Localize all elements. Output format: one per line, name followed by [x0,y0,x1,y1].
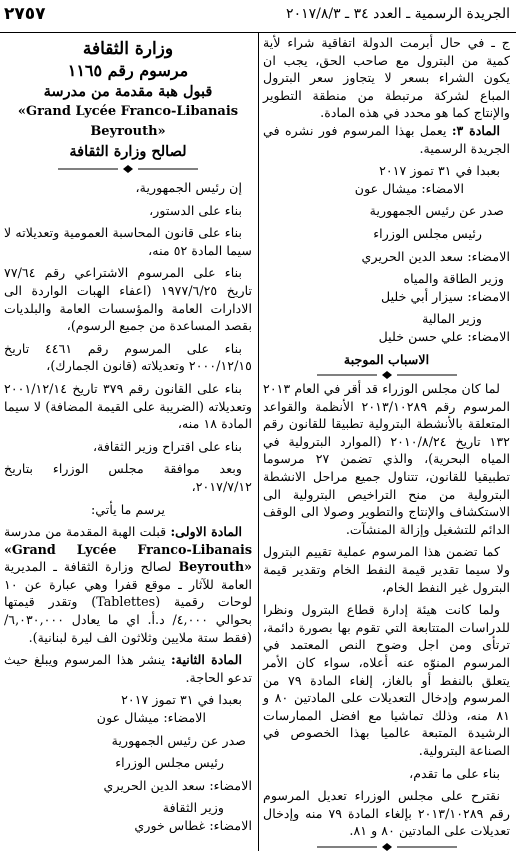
signature-pm-left: الامضاء: سعد الدين الحريري [103,777,252,793]
preamble-1: إن رئيس الجمهورية، [135,180,242,195]
decree-number: مرسوم رقم ١١٦٥ [67,61,189,80]
preamble-2: بناء على الدستور، [149,202,242,218]
signing-date: بعبدا في ٣١ تموز ٢٠١٧ [379,163,500,179]
signature-pm: الامضاء: سعد الدين الحريري [361,248,510,264]
signing-date-left: بعبدا في ٣١ تموز ٢٠١٧ [121,692,242,708]
pm-title: رئيس مجلس الوزراء [373,225,482,241]
preamble-7: بناء على اقتراح وزير الثقافة، [92,438,242,454]
culture-minister-title: وزير الثقافة [162,800,224,816]
signature-president: الامضاء: ميشال عون [354,180,464,196]
page-number: ٢٧٥٧ [4,4,46,24]
article-2-text: ينشر هذا المرسوم ويبلغ حيث تدعو الحاجة. [4,652,252,685]
issued-by-president-left: صدر عن رئيس الجمهورية [111,732,246,748]
article-2-label: المادة الثانية: [170,652,242,668]
reasons-paragraph-4: بناء على ما تقدم، [409,765,500,781]
decree-beneficiary: لصالح وزارة الثقافة [69,143,187,160]
signature-president-left: الامضاء: ميشال عون [96,710,206,726]
finance-minister-title: وزير المالية [422,311,482,327]
article-1-label: المادة الاولى: [170,524,242,540]
column-divider [258,33,259,851]
ornament-divider-left [53,164,203,174]
signature-energy-minister: الامضاء: سيزار أبي خليل [381,288,510,304]
ornament-divider [312,370,462,380]
signature-culture-minister: الامضاء: غطاس خوري [134,818,252,833]
ministry-heading: وزارة الثقافة [82,39,174,59]
decrees-following: يرسم ما يأتي: [90,501,166,517]
school-name-latin: «Grand Lycée Franco-Libanais Beyrouth» [17,104,239,139]
preamble-8: وبعد موافقة مجلس الوزراء بتاريخ ٢٠١٧/٧/١٢، [4,461,252,494]
reasons-paragraph-3: ولما كانت هيئة إدارة قطاع البترول ونظرا للدراسات المتتابعة التي تقوم بها بصورة دائمة، ترتأى ومن اجل وضوح النص المعتمد في المرسوم المنوّه عنه أعلاه، سواء كان الأمر يتعلق بالنفط أو بالغاز، إلغاء المادة ٧٩ من المرسوم وإدخال التعديلات على المادتين ٨٠ و ٨١ منه، وذلك تماشيا مع افضل الممارسات الرشيدة المتبعة عالميا بهذا الخصوص في الصناعة البترولية. [263,602,510,758]
reasons-paragraph-5: نقترح على مجلس الوزراء تعديل المرسوم رقم ٢٠١٣/١٠٢٨٩ بإلغاء المادة ٧٩ منه وإدخال تعديلات على المادتين ٨٠ و ٨١. [263,788,510,839]
preamble-5: بناء على المرسوم رقم ٤٤٦١ تاريخ ٢٠٠٠/١٢/١٥ وتعديلاته (قانون الجمارك)، [4,340,252,374]
preamble-4: بناء على المرسوم الاشتراعي رقم ٧٧/٦٤ تاريخ ١٩٧٧/٦/٢٥ (اعفاء الهبات الواردة الى الادارات العامة والمؤسسات العامة والبلديات بقصد المساعدة من جميع الرسوم)، [4,265,252,334]
article-1 [4,523,252,646]
pm-title-left: رئيس مجلس الوزراء [115,755,224,771]
signature-finance-minister: الامضاء: علي حسن خليل [378,328,510,344]
reasons-paragraph-2: كما تضمن هذا المرسوم عملية تقييم البترول ولا سيما تقدير قيمة النفط الخام وتقدير قيمة البترول غير النفط الخام، [263,544,510,595]
reasons-heading: الاسباب الموجبة [343,351,430,367]
left-column [4,34,252,835]
article-3-text: يعمل بهذا المرسوم فور نشره في الجريدة الرسمية. [263,122,510,156]
energy-minister-title: وزير الطاقة والمياه [403,271,504,287]
decree-subject: قبول هبة مقدمة من مدرسة [43,83,213,100]
article-1-text-a: قبلت الهبة المقدمة من مدرسة [4,524,171,540]
clause-c: ج ـ في حال أبرمت الدولة اتفاقية شراء لأية كمية من البترول مع صاحب الحق، يجب ان يكون الشراء بسعر لا يتجاوز سعر البترول المباع لشركة مرتبطة من منطقة التطوير والإنتاج كما هو محدد في هذه المادة. [263,35,510,121]
page-header [0,0,516,33]
article-1-text-b: لصالح وزارة الثقافة ـ المديرية العامة للآثار ـ موقع قفرا وهي عبارة عن ١٠ لوحات رقمية (Tablettes) وتقدر قيمتها بحوالي ٤,٠٠٠/ د.أ. اي ما يعادل ٦,٠٣٠,٠٠٠/ (فقط ستة ملايين وثلاثون الف ليرة لبنانية). [4,559,253,645]
preamble-6: بناء على القانون رقم ٣٧٩ تاريخ ٢٠٠١/١٢/١٤ وتعديلاته (الضريبة على القيمة المضافة) لا سيما المادة ١٨ منه، [4,380,252,432]
right-column [263,34,510,852]
issued-by-president: صدر عن رئيس الجمهورية [369,203,504,219]
ornament-divider-end [312,842,462,852]
gazette-title: الجريدة الرسمية ـ العدد ٣٤ ـ ٢٠١٧/٨/٣ [286,6,510,22]
article-3 [263,122,510,157]
article-2 [4,651,252,686]
reasons-paragraph-1: لما كان مجلس الوزراء قد أقر في العام ٢٠١٣ المرسوم رقم ٢٠١٣/١٠٢٨٩ الأنظمة والقواعد المتعلقة بالأنشطة البترولية تطبيقا للقانون رقم ١٣٢ تاريخ ٢٠١٠/٨/٢٤ (الموارد البترولية في المياه البحرية)، والذي تضمن ٢٧ مرسوما تطبيقيا للقانون، تتناول جميع مراحل الانشطة البترولية من منح التراخيص البترولية الى الاستكشاف والإنتاج والتطوير وصولا الى الوقف الدائم للتشغيل وإزالة المنشآت. [263,381,510,537]
article-3-label: المادة ٣: [451,122,500,138]
article-1-school-latin: «Grand Lycée Franco-Libanais Beyrouth» [4,541,252,575]
preamble-3: بناء على قانون المحاسبة العمومية وتعديلاته لا سيما المادة ٥٢ منه، [4,225,252,258]
